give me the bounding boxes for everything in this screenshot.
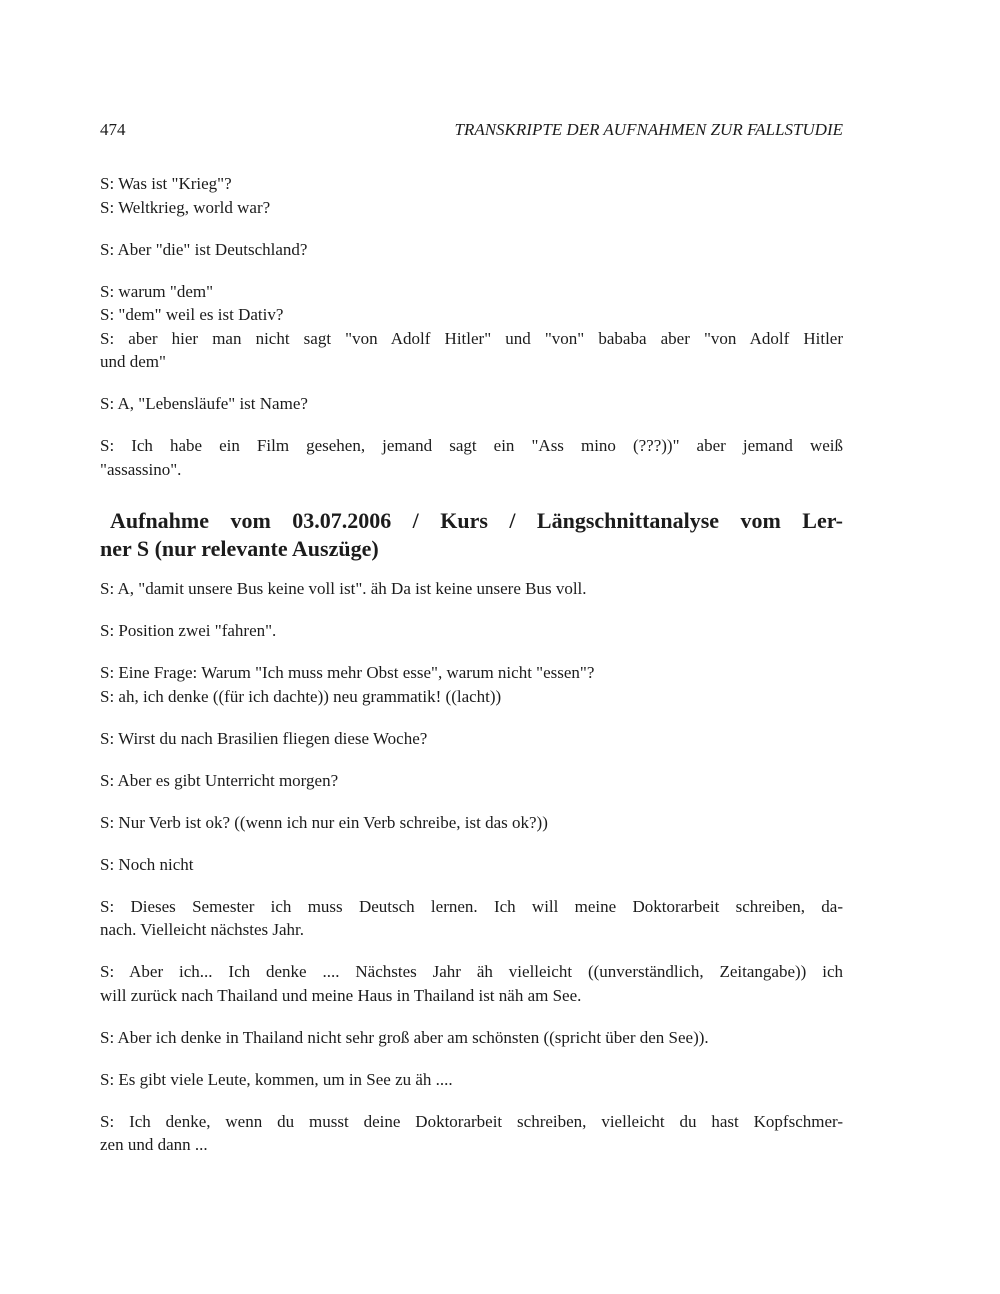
transcript-line: S: "dem" weil es ist Dativ? bbox=[100, 305, 284, 324]
transcript-line: S: Nur Verb ist ok? ((wenn ich nur ein Verb schreibe, ist das ok?)) bbox=[100, 812, 548, 832]
transcript-paragraph bbox=[100, 392, 843, 416]
transcript-line: S: Aber es gibt Unterricht morgen? bbox=[100, 770, 339, 790]
transcript-paragraph bbox=[100, 577, 843, 601]
running-title: TRANSKRIPTE DER AUFNAHMEN ZUR FALLSTUDIE bbox=[454, 120, 843, 139]
transcript-line: S: Weltkrieg, world war? bbox=[100, 197, 271, 217]
section-heading-line: Aufnahme vom 03.07.2006 / Kurs / Längschnittanalyse vom Ler- bbox=[110, 508, 843, 533]
page-number: 474 bbox=[100, 120, 126, 139]
transcript-line: S: warum "dem" bbox=[100, 281, 214, 301]
transcript-line: S: Dieses Semester ich muss Deutsch lernen. Ich will meine Doktorarbeit schreiben, da- bbox=[100, 896, 843, 916]
transcript-paragraph bbox=[100, 280, 843, 374]
transcript-line: und dem" bbox=[100, 352, 166, 371]
transcript-paragraph bbox=[100, 619, 843, 643]
section-heading bbox=[100, 507, 843, 563]
transcript-line: S: Was ist "Krieg"? bbox=[100, 174, 232, 193]
transcript-paragraph bbox=[100, 853, 843, 877]
transcript-paragraph bbox=[100, 434, 843, 481]
transcript-paragraph bbox=[100, 769, 843, 793]
transcript-paragraph bbox=[100, 1026, 843, 1050]
transcript-line: S: Es gibt viele Leute, kommen, um in See zu äh .... bbox=[100, 1069, 453, 1089]
transcript-line: nach. Vielleicht nächstes Jahr. bbox=[100, 920, 305, 939]
transcript-line: S: Noch nicht bbox=[100, 854, 194, 874]
transcript-line: S: Ich denke, wenn du musst deine Doktorarbeit schreiben, vielleicht du hast Kopfschmer- bbox=[100, 1111, 843, 1131]
page-content bbox=[100, 118, 843, 1175]
transcript-paragraph bbox=[100, 960, 843, 1007]
transcript-line: S: Aber ich denke in Thailand nicht sehr groß aber am schönsten ((spricht über den See)). bbox=[100, 1027, 709, 1047]
transcript-line: S: Aber ich... Ich denke .... Nächstes Jahr äh vielleicht ((unverständlich, Zeitangabe)) ich bbox=[100, 962, 843, 981]
transcript-line: S: aber hier man nicht sagt "von Adolf Hitler" und "von" bababa aber "von Adolf Hitler bbox=[100, 328, 843, 348]
transcript-paragraph bbox=[100, 811, 843, 835]
transcript-line: S: Eine Frage: Warum "Ich muss mehr Obst esse", warum nicht "essen"? bbox=[100, 663, 595, 682]
transcript-paragraph bbox=[100, 238, 843, 262]
transcript-line: S: A, "Lebensläufe" ist Name? bbox=[100, 394, 308, 413]
transcript-line: S: Position zwei "fahren". bbox=[100, 621, 277, 640]
transcript-line: zen und dann ... bbox=[100, 1135, 208, 1154]
transcript-paragraph bbox=[100, 895, 843, 942]
transcript-line: "assassino". bbox=[100, 459, 182, 479]
transcript-paragraph bbox=[100, 1110, 843, 1157]
transcript-paragraph bbox=[100, 172, 843, 219]
transcript-paragraph bbox=[100, 661, 843, 708]
transcript-line: will zurück nach Thailand und meine Haus in Thailand ist näh am See. bbox=[100, 985, 582, 1005]
transcript-line: S: Ich habe ein Film gesehen, jemand sagt ein "Ass mino (???))" aber jemand weiß bbox=[100, 436, 843, 455]
transcript-line: S: Wirst du nach Brasilien fliegen diese Woche? bbox=[100, 728, 428, 748]
section-heading-line: ner S (nur relevante Auszüge) bbox=[100, 536, 379, 561]
page-header bbox=[100, 118, 843, 141]
transcript-line: S: A, "damit unsere Bus keine voll ist". äh Da ist keine unsere Bus voll. bbox=[100, 579, 587, 598]
transcript-line: S: Aber "die" ist Deutschland? bbox=[100, 239, 308, 259]
transcript-line: S: ah, ich denke ((für ich dachte)) neu grammatik! ((lacht)) bbox=[100, 686, 502, 706]
transcript-paragraph bbox=[100, 1068, 843, 1092]
transcript-paragraph bbox=[100, 727, 843, 751]
